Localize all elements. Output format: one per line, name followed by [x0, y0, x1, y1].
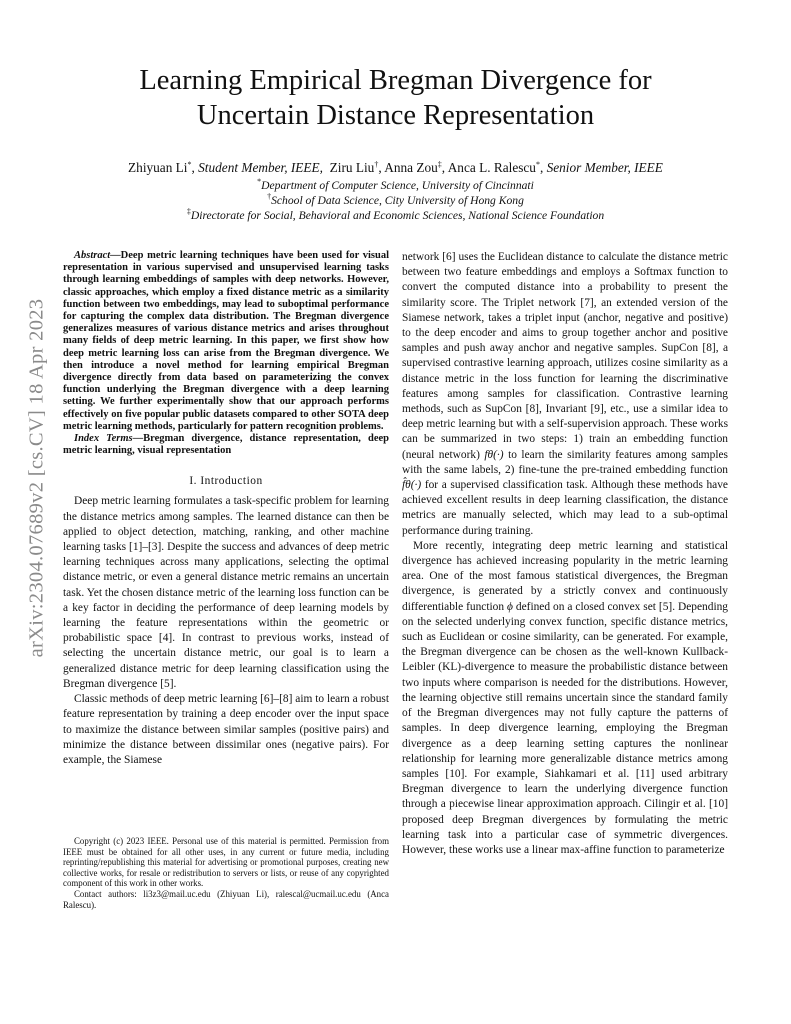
affiliation-mark: ‡ — [186, 207, 191, 216]
affiliation-text: School of Data Science, City University of Hong Kong — [271, 194, 524, 207]
affiliation-text: Department of Computer Science, University of Cincinnati — [261, 179, 534, 192]
abstract-text: —Deep metric learning techniques have been used for visual representation in various supervised and unsupervised learning tasks through learning embeddings of samples with deep networks. However, classic approaches, which employ a fixed distance metric as a similarity function between two embeddings, may lead to suboptimal performance for capturing the complex data distribution. The Bregman divergence generalizes measures of various distance metrics and arises throughout many fields of deep metric learning. In this paper, we first show how deep metric learning loss can arise from the Bregman divergence. We then introduce a novel method for learning empirical Bregman divergence directly from data based on parameterizing the convex function underlying the Bregman divergence with a deep learning setting. We further experimentally show that our approach performs effectively on five popular public datasets compared to other SOTA deep metric learning methods, particularly for pattern recognition problems. — [63, 250, 389, 432]
index-terms — [63, 433, 389, 457]
author-name: Ziru Liu — [329, 160, 375, 175]
author-list: Zhiyuan Li*, Student Member, IEEE, Ziru Liu†, Anna Zou‡, Anca L. Ralescu*, Senior Member, IEEE — [128, 160, 663, 175]
text-run: for a supervised classification task. Although these methods have achieved excellent results in deep learning classification, the distance metrics are manually selected, which may lead to a sub-optimal performance during training. — [402, 479, 728, 537]
author-mark: ‡ — [437, 160, 442, 169]
index-terms-lead: Index Terms — [74, 433, 133, 445]
arxiv-stamp-text: arXiv:2304.07689v2 [cs.CV] 18 Apr 2023 — [25, 298, 48, 658]
author-name: Anna Zou — [384, 160, 438, 175]
text-run: defined on a closed convex set [5]. Depending on the selected underlying convex function, specific distance metrics, such as Euclidean or cosine similarity, can be generated. For example, the Bregman divergence can be chosen as the well-known Kullback-Leibler (KL)-divergence to measure the probabilistic distance between two inputs where comparison is needed for the distributions. However, the learning objective still remains uncertain since the standard family of the Bregman divergences may not fully capture the patterns of samples. In deep divergence learning, employing the Bregman divergence as a deep learning setting captures the nonlinear relationship for learning more generalizable distance metrics among samples [10]. For example, Siahkamari et al. [11] used arbitrary Bregman divergence to learn the underlying divergence function through a piecewise linear approximation approach. Cilingir et al. [10] proposed deep Bregman divergences by formulating the metric learning task into a particular case of symmetric divergences. However, these works use a linear max-affine function to parameterize — [402, 600, 728, 856]
paper-title — [60, 63, 731, 133]
body-paragraph: Deep metric learning formulates a task-specific problem for learning the distance metrics among samples. The learned distance can then be applied to object detection, matching, ranking, and other machine learning tasks [1]–[3]. Despite the success and advances of deep metric learning techniques across many applications, selecting the optimal distance metric, or even a general distance metric remains an uncertain task. Yet the chosen distance metric of the learning loss function can be a key factor in deciding the performance of deep learning models by learning the feature representations within the geometric or probabilistic space [4]. In contrast to previous works, instead of selecting the uncertain distance metric, our goal is to learn a generalized distance metric for deep learning classification using the Bregman divergence [5]. — [63, 495, 389, 690]
body-paragraph — [402, 539, 728, 858]
text-run: to learn the similarity features among samples with the same labels, 2) fine-tune the pre-trained embedding function — [402, 448, 728, 476]
author-role: Senior Member, IEEE — [546, 160, 663, 175]
text-run: network [6] uses the Euclidean distance to calculate the distance metric between two feature embeddings and employs a Softmax function to convert the computed distance into a probability to present the similarity score. The Triplet network [7], an extended version of the Siamese network, takes a triplet input (anchor, negative and positive) to the deep encoder and aims to group together anchor and positive samples and push away anchor and negative samples. SupCon [8], a supervised contrastive learning approach, utilizes cosine similarity as a distance metric in the loss function for learning the discriminative features among samples for classification. Contrastive learning methods, such as SupCon [8], Invariant [9], etc., use a similar idea to deep metric learning but with a self-supervision approach. These works can be summarized in two steps: 1) train an embedding function (neural network) — [402, 251, 728, 461]
title-line-1: Learning Empirical Bregman Divergence for — [139, 65, 652, 96]
index-terms-text: —Bregman divergence, distance representation, deep metric learning, visual representation — [63, 433, 389, 457]
affiliation-mark: † — [267, 192, 272, 201]
math-inline: ϕ — [507, 600, 513, 613]
author-mark: * — [187, 160, 192, 169]
math-inline: fθ(·) — [484, 448, 504, 461]
title-line-2: Uncertain Distance Representation — [196, 100, 595, 131]
abstract-lead: Abstract — [74, 250, 111, 261]
right-column — [402, 250, 728, 858]
author-name: Anca L. Ralescu — [447, 160, 536, 175]
contact-footnote: Contact authors: li3z3@mail.uc.edu (Zhiyuan Li), ralescal@ucmail.uc.edu (Anca Ralescu). — [63, 888, 389, 910]
body-paragraph — [402, 250, 728, 539]
author-role: Student Member, IEEE, — [198, 160, 323, 175]
author-mark: * — [535, 160, 540, 169]
arxiv-stamp — [22, 268, 52, 688]
author-mark: † — [374, 160, 379, 169]
body-paragraph: Classic methods of deep metric learning [6]–[8] aim to learn a robust feature representation by training a deep encoder over the input space to maximize the distance between similar samples (positive pairs) and minimize the distance between dissimilar ones (negative pairs). For example, the Siamese — [63, 693, 389, 766]
math-inline: f̂θ(·) — [402, 479, 422, 492]
left-column — [63, 250, 389, 768]
footnotes — [63, 836, 389, 910]
section-heading: I. Introduction — [189, 475, 263, 488]
affiliation-text: Directorate for Social, Behavioral and Economic Sciences, National Science Foundation — [190, 209, 605, 222]
affiliation-mark: * — [257, 177, 262, 186]
abstract — [63, 250, 389, 433]
text-run: More recently, integrating deep metric learning and statistical divergence has achieved increasing popularity in the metric learning area. One of the most famous statistical divergences, the Bregman divergence, is generated by a strictly convex and continuously differentiable function — [402, 539, 728, 613]
affiliation — [60, 205, 731, 223]
copyright-footnote: Copyright (c) 2023 IEEE. Personal use of this material is permitted. Permission from IEEE must be obtained for all other uses, in any current or future media, including reprinting/republishing this material for advertising or promotional purposes, creating new collective works, for resale or redistribution to servers or lists, or reuse of any copyrighted component of this work in other works. — [63, 836, 389, 889]
author-name: Zhiyuan Li — [128, 160, 188, 175]
